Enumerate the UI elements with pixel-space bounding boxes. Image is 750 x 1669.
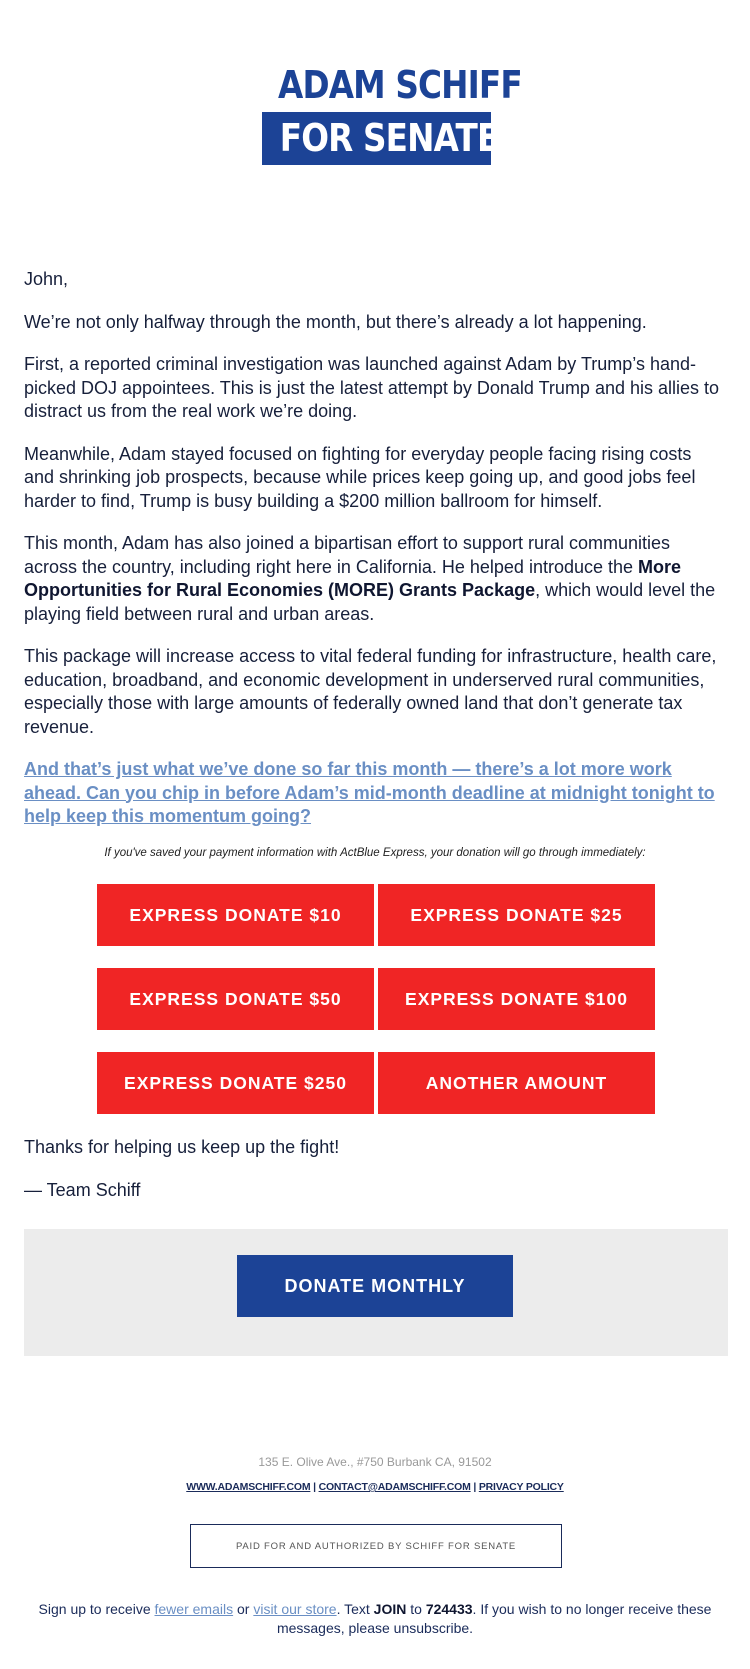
express-donate-250-button[interactable]: EXPRESS DONATE $250 [97,1052,374,1114]
paragraph-1: We’re not only halfway through the month, but there’s already a lot happening. [24,311,647,332]
signup-end: . If you wish to no longer receive these messages, please unsubscribe. [276,1601,712,1636]
contact-email-link[interactable]: CONTACT@ADAMSCHIFF.COM [318,1481,471,1493]
signup-text-label: . Text [336,1601,374,1617]
signup-to: to [406,1601,426,1617]
thanks-line: Thanks for helping us keep up the fight! [24,1137,340,1157]
closing [24,1136,726,1221]
join-keyword: JOIN [373,1601,407,1617]
signature: — Team Schiff [24,1179,141,1200]
donate-button-grid [97,884,655,1136]
express-note: If you've saved your payment information with ActBlue Express, your donation will go through immediately: [104,847,646,859]
campaign-logo[interactable] [262,62,522,165]
express-donate-100-button[interactable]: EXPRESS DONATE $100 [378,968,655,1030]
shortcode-number: 724433 [425,1601,473,1617]
paragraph-5: This package will increase access to vital federal funding for infrastructure, health care, education, broadband, and economic development in underserved rural communities, especially those with large amounts of federally owned land that don’t generate tax revenue. [24,646,717,737]
footer-address: 135 E. Olive Ave., #750 Burbank CA, 91502 [258,1455,492,1469]
paragraph-2: First, a reported criminal investigation was launched against Adam by Trump’s hand-picked DOJ appointees. This is just the latest attempt by Donald Trump and his allies to distract us from the real work we’re doing. [24,354,720,421]
footer-links [0,1481,750,1493]
link-separator: | [473,1481,477,1493]
paragraph-3: Meanwhile, Adam stayed focused on fighting for everyday people facing rising costs and shrinking job prospects, because while prices keep going up, and good jobs feel harder to find, Trump is busy building a $200 million ballroom for himself. [24,443,696,511]
another-amount-button[interactable]: ANOTHER AMOUNT [378,1052,655,1114]
paragraph-4-bold: More Opportunities for Rural Economies (MORE) Grants Package [24,556,682,600]
express-donate-50-button[interactable]: EXPRESS DONATE $50 [97,968,374,1030]
signup-start: Sign up to receive [38,1601,155,1617]
paragraph-4-start: This month, Adam has also joined a bipartisan effort to support rural communities across the country, including right here in California. He helped introduce the [24,533,670,577]
logo-name: ADAM SCHIFF [278,63,522,107]
paragraph-4-end: , which would level the playing field between rural and urban areas. [24,580,716,624]
signup-or: or [233,1601,254,1617]
paragraph-4 [24,532,726,626]
donate-row [97,884,655,946]
greeting: John, [24,269,69,289]
cta-donate-link[interactable]: And that’s just what we’ve done so far this month — there’s a lot more work ahead. Can you chip in before Adam’s mid-month deadline at midnight tonight to help keep this momentum going? [24,759,715,826]
fewer-emails-link[interactable]: fewer emails [154,1601,234,1617]
signup-text [30,1600,720,1638]
donate-row [97,1052,655,1114]
link-separator: | [313,1481,316,1493]
express-donate-10-button[interactable]: EXPRESS DONATE $10 [97,884,374,946]
donate-monthly-button[interactable]: DONATE MONTHLY [237,1255,513,1317]
monthly-panel [24,1229,728,1356]
website-link[interactable]: WWW.ADAMSCHIFF.COM [186,1481,311,1493]
logo-tagline: FOR SENATE [279,116,499,160]
logo-banner [262,112,499,165]
donate-row [97,968,655,1030]
email-body [24,268,726,848]
paid-for-disclaimer: PAID FOR AND AUTHORIZED BY SCHIFF FOR SENATE [190,1524,562,1568]
express-donate-25-button[interactable]: EXPRESS DONATE $25 [378,884,655,946]
visit-store-link[interactable]: visit our store [253,1601,337,1617]
privacy-policy-link[interactable]: PRIVACY POLICY [478,1481,564,1493]
